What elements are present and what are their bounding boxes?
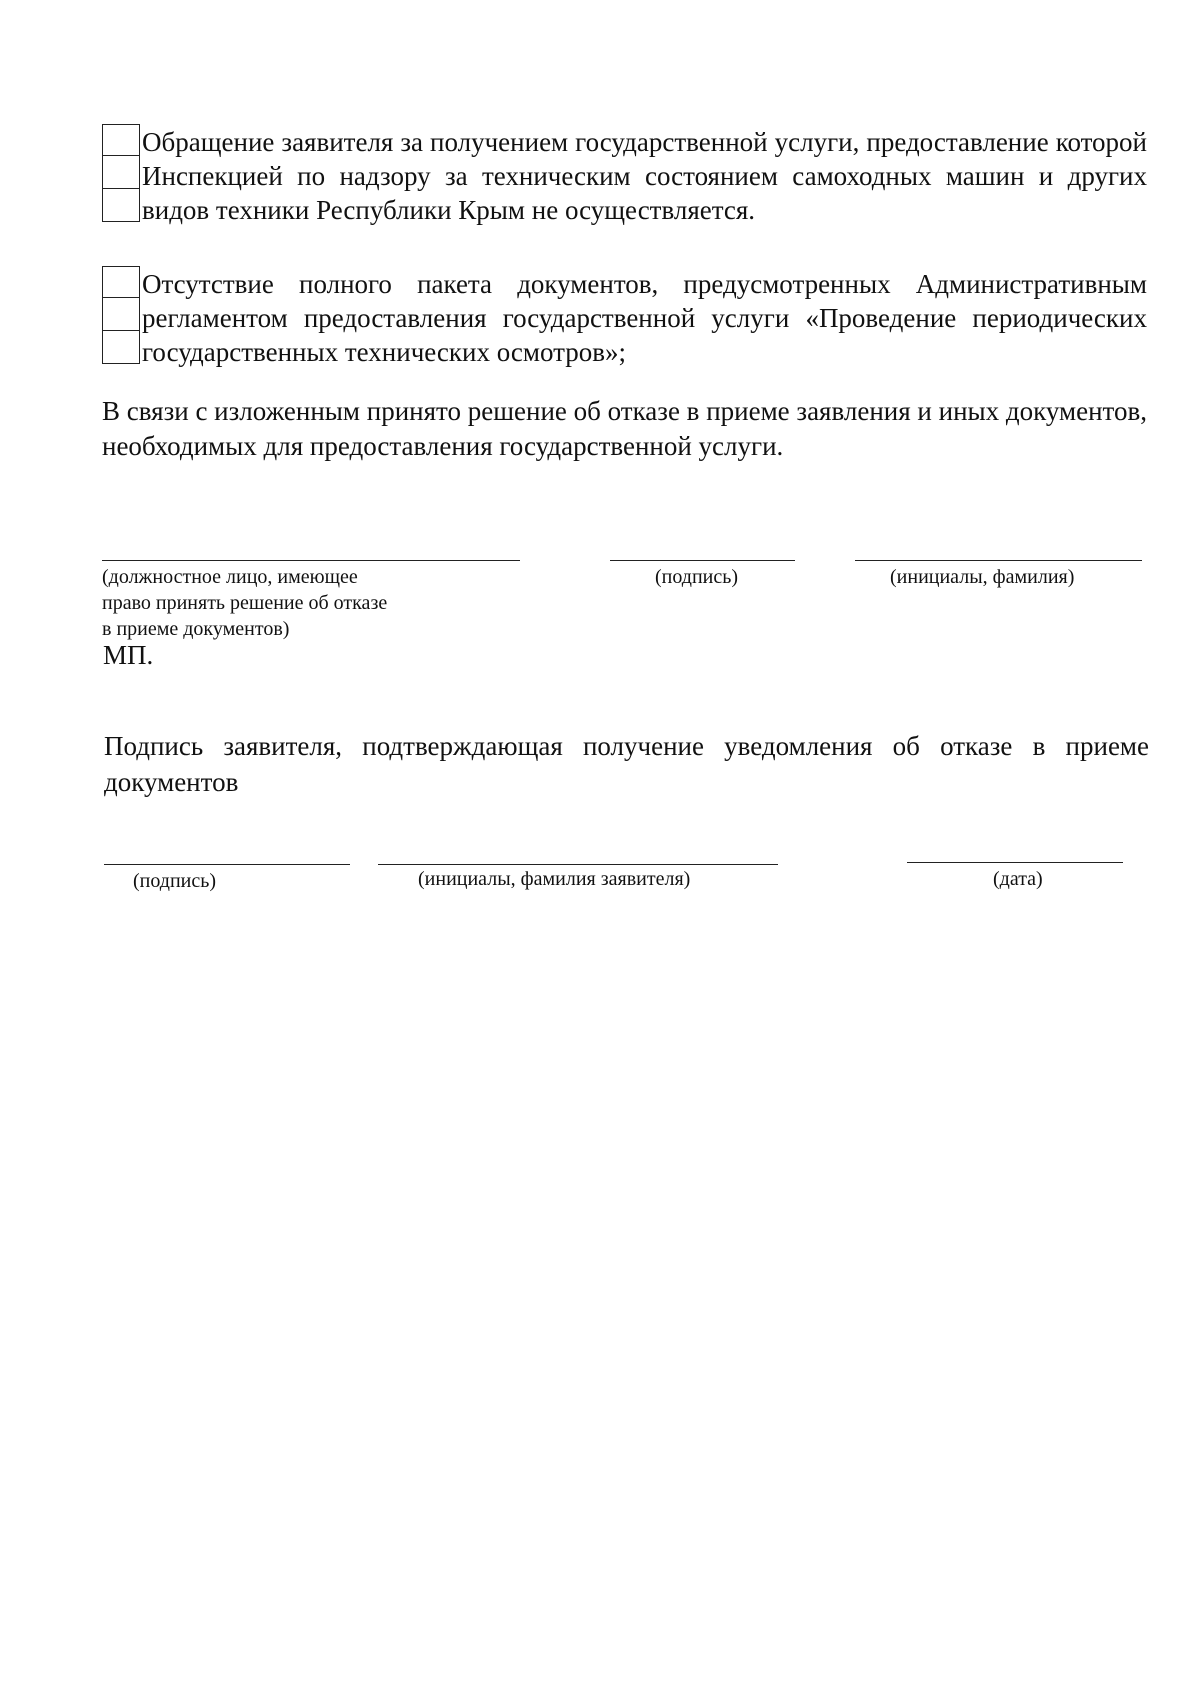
stamp-label: МП. — [103, 640, 154, 670]
applicant-signature-caption: (подпись) — [133, 870, 217, 892]
applicant-name-caption: (инициалы, фамилия заявителя) — [418, 868, 691, 890]
official-position-caption-line3: в приеме документов) — [102, 618, 290, 640]
reason-2-text: Отсутствие полного пакета документов, предусмотренных Административным регламентом предоставления государственной услуги «Проведение периодических государственных технических осмотров»; — [142, 269, 1147, 367]
official-position-line[interactable] — [102, 560, 520, 561]
date-line[interactable] — [907, 862, 1123, 863]
decision-paragraph: В связи с изложенным принято решение об отказе в приеме заявления и иных документов, необходимых для предоставления государственной услуги. — [102, 396, 1147, 461]
official-signature-line[interactable] — [610, 560, 795, 561]
applicant-confirmation-text: Подпись заявителя, подтверждающая получение уведомления об отказе в приеме документов — [104, 731, 1149, 797]
refusal-reason-1 — [102, 124, 1147, 227]
official-name-caption: (инициалы, фамилия) — [890, 566, 1075, 588]
date-caption: (дата) — [993, 868, 1043, 890]
official-signature-caption: (подпись) — [655, 566, 739, 588]
reason-1-text: Обращение заявителя за получением государственной услуги, предоставление которой Инспекцией по надзору за техническим состоянием самоходных машин и других видов техники Республики Крым не осуществляется. — [142, 127, 1147, 225]
official-name-line[interactable] — [855, 560, 1142, 561]
applicant-signature-line[interactable] — [104, 864, 350, 865]
applicant-name-line[interactable] — [378, 864, 778, 865]
official-position-caption-line1: (должностное лицо, имеющее — [102, 566, 358, 588]
refusal-reason-2 — [102, 266, 1147, 369]
official-position-caption-line2: право принять решение об отказе — [102, 592, 388, 614]
